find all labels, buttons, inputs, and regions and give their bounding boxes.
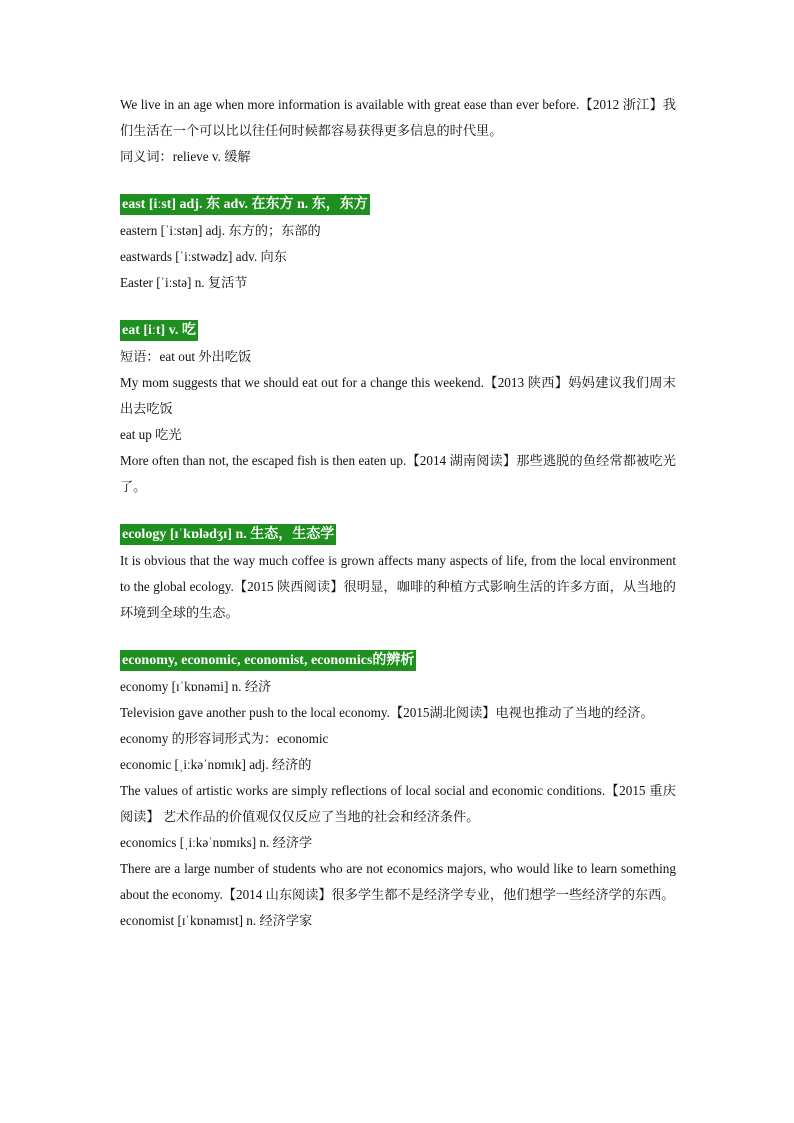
entry-heading-east: east [iːst] adj. 东 adv. 在东方 n. 东，东方	[120, 194, 370, 215]
definition-line: economy [ɪˈkɒnəmi] n. 经济	[120, 679, 272, 694]
example-sentence: The values of artistic works are simply reflections of local social and economic conditions.【2015 重庆阅读】 艺术作品的价值观仅仅反应了当地的社会和经济条件。	[120, 783, 676, 824]
entry-heading-economy: economy, economic, economist, economics的辨析	[120, 650, 416, 671]
example-sentence: More often than not, the escaped fish is then eaten up.【2014 湖南阅读】那些逃脱的鱼经常都被吃光了。	[120, 453, 676, 494]
example-sentence: There are a large number of students who are not economics majors, who would like to learn something about the economy.【2014 山东阅读】很多学生都不是经济学专业，他们想学一些经济学的东西。	[120, 861, 676, 902]
document-page	[120, 92, 676, 934]
note-line: economy 的形容词形式为：economic	[120, 731, 329, 746]
definition-line: economic [ˌiːkəˈnɒmɪk] adj. 经济的	[120, 757, 312, 772]
entry-heading-ecology: ecology [ɪˈkɒlədʒɪ] n. 生态，生态学	[120, 524, 336, 545]
entry-heading-eat: eat [iːt] v. 吃	[120, 320, 198, 341]
example-sentence: It is obvious that the way much coffee is grown affects many aspects of life, from the local environment to the global ecology.【2015 陕西阅读】很明显，咖啡的种植方式影响生活的许多方面，从当地的环境到全球的生态。	[120, 553, 676, 620]
derivative-line: eastern [ˈiːstən] adj. 东方的；东部的	[120, 223, 321, 238]
example-sentence: Television gave another push to the local economy.【2015湖北阅读】电视也推动了当地的经济。	[120, 705, 654, 720]
derivative-line: eastwards [ˈiːstwədz] adv. 向东	[120, 249, 287, 264]
example-sentence: We live in an age when more information is available with great ease than ever before.【2012 浙江】我们生活在一个可以比以往任何时候都容易获得更多信息的时代里。	[120, 97, 676, 138]
derivative-line: Easter [ˈiːstə] n. 复活节	[120, 275, 248, 290]
phrase-line: eat up 吃光	[120, 427, 182, 442]
phrase-line: 短语：eat out 外出吃饭	[120, 349, 252, 364]
synonym-line: 同义词：relieve v. 缓解	[120, 149, 251, 164]
example-sentence: My mom suggests that we should eat out for a change this weekend.【2013 陕西】妈妈建议我们周末出去吃饭	[120, 375, 676, 416]
definition-line: economics [ˌiːkəˈnɒmɪks] n. 经济学	[120, 835, 313, 850]
definition-line: economist [ɪˈkɒnəmɪst] n. 经济学家	[120, 913, 313, 928]
